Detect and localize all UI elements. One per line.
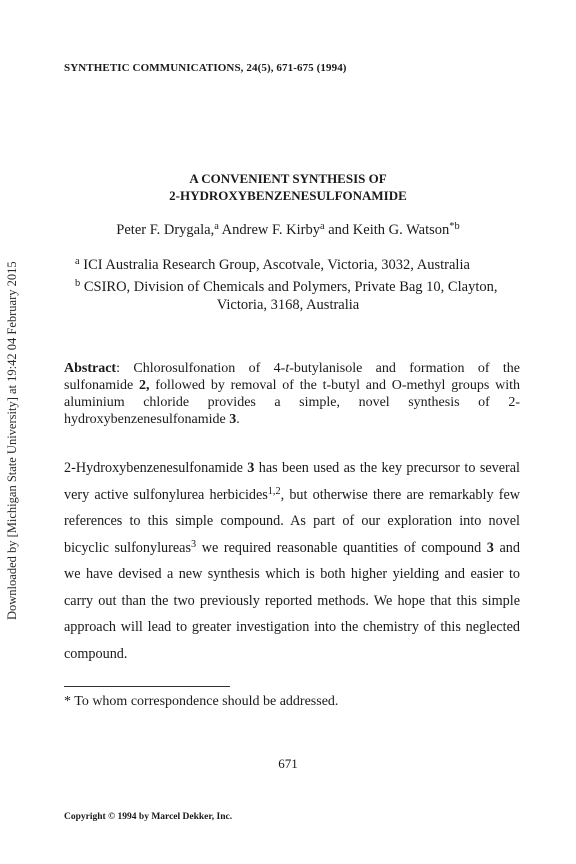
download-stamp-text: Downloaded by [Michigan State University] at 19:42 04 February 2015 (5, 261, 19, 620)
author-3: and Keith G. Watson (324, 222, 450, 238)
abstract-text: followed by removal of the t-butyl and O-methyl groups with aluminium chloride provides a simple, novel synthesis of 2-hydroxybenzenesulfonamide (64, 378, 520, 427)
body-text: we required reasonable quantities of compound (196, 539, 487, 556)
body-text: has been used as the key precursor to several very active sulfonylurea herbicides (64, 460, 520, 503)
abstract-label: Abstract (64, 361, 117, 376)
affiliation-b (75, 278, 497, 296)
body-text: , but otherwise there are remarkably few references to this simple compound. As part of our exploration into novel bicyclic sulfonylureas (64, 486, 520, 556)
abstract-text: -butylanisole and formation of the sulfonamide (64, 361, 520, 393)
title-line-1: A CONVENIENT SYNTHESIS OF (189, 171, 387, 186)
abstract-italic: t (285, 361, 290, 376)
author-2: Andrew F. Kirby (218, 222, 320, 238)
reference-marker: 1,2 (267, 485, 281, 497)
body-paragraph (64, 455, 520, 667)
affiliation-b-text: CSIRO, Division of Chemicals and Polymers, Private Bag 10, Clayton, (80, 279, 498, 295)
compound-label: 2, (139, 378, 150, 393)
author-2-affil: a (319, 220, 325, 232)
body-text: and we have devised a new synthesis which is both higher yielding and easier to carry out than the two previously reported methods. We hope that this simple approach will lead to greater investigation into the chemistry of this neglected compound. (64, 539, 520, 662)
author-1: Peter F. Drygala, (116, 222, 215, 238)
article-title (0, 170, 576, 204)
copyright-line: Copyright © 1994 by Marcel Dekker, Inc. (64, 812, 233, 822)
abstract-text: . (236, 412, 240, 427)
affiliation-a (75, 256, 470, 274)
compound-label: 3 (486, 539, 494, 556)
abstract (64, 360, 520, 428)
title-line-2: 2-HYDROXYBENZENESULFONAMIDE (169, 188, 407, 203)
page-number: 671 (278, 756, 298, 771)
journal-header: SYNTHETIC COMMUNICATIONS, 24(5), 671-675 (1994) (64, 62, 347, 74)
affiliation-b-marker: b (75, 277, 81, 289)
affiliation-a-marker: a (75, 255, 80, 267)
abstract-text: : Chlorosulfonation of 4- (116, 361, 286, 376)
footnote: * To whom correspondence should be addressed. (64, 694, 339, 709)
reference-marker: 3 (190, 538, 197, 550)
author-list (0, 222, 576, 239)
compound-label: 3 (229, 412, 237, 427)
affiliation-b-line-2: Victoria, 3168, Australia (216, 297, 360, 313)
author-3-affil: *b (449, 220, 460, 232)
compound-label: 3 (247, 460, 255, 476)
footnote-rule (64, 686, 230, 687)
author-1-affil: a (214, 220, 219, 232)
body-text: 2-Hydroxybenzenesulfonamide (64, 460, 248, 476)
affiliation-a-text: ICI Australia Research Group, Ascotvale, Victoria, 3032, Australia (79, 257, 470, 273)
